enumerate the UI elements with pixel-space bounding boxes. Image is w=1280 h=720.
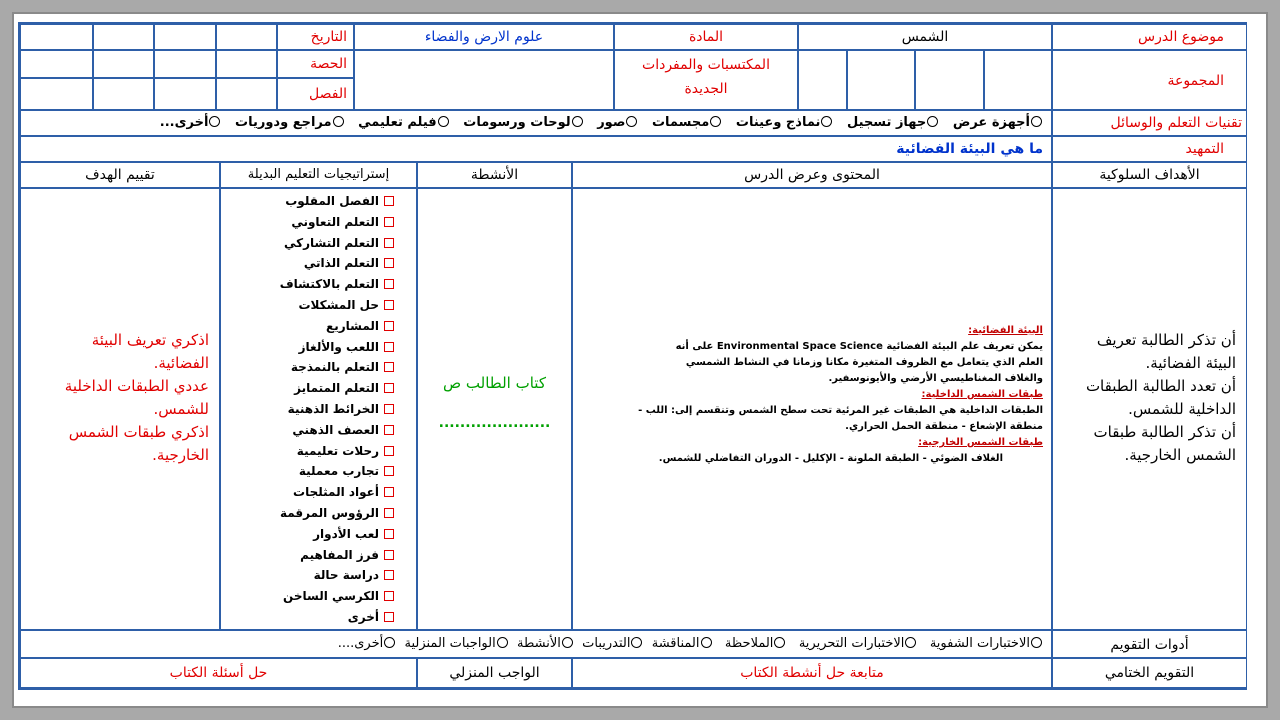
- homework-label-cell: [417, 658, 572, 688]
- intro-value: ما هي البيئة الفضائية: [896, 141, 1043, 157]
- checkbox-icon[interactable]: [384, 362, 394, 372]
- class-label: الفصل: [309, 86, 347, 102]
- evaluation-line: الخارجية.: [152, 446, 209, 464]
- assessment-options: [338, 636, 1043, 652]
- assessment-option[interactable]: الملاحظة: [725, 636, 787, 651]
- objective-line: الداخلية للشمس.: [1128, 400, 1236, 418]
- assessment-label: أدوات التقويم: [1110, 637, 1189, 653]
- date-cell-4[interactable]: [20, 24, 93, 50]
- content-heading: البيئة الفضائية:: [968, 325, 1043, 336]
- tools-label: تقنيات التعلم والوسائل: [1110, 115, 1242, 131]
- content-text: [583, 323, 1043, 467]
- period-cell-1[interactable]: [216, 50, 277, 78]
- homework-label: الواجب المنزلي: [449, 665, 540, 681]
- content-header: [572, 162, 1052, 188]
- tools-option[interactable]: فيلم تعليمي: [358, 115, 450, 130]
- vocab-label-1: المكتسبات والمفردات: [642, 57, 770, 73]
- strategy-item[interactable]: [291, 359, 394, 375]
- evaluation-cell: [20, 188, 220, 630]
- topic-value: الشمس: [901, 29, 949, 45]
- date-label: التاريخ: [310, 29, 347, 45]
- activities-dots: .....................: [438, 415, 551, 431]
- group-label-cell: [1052, 50, 1247, 110]
- lesson-plan-table: [18, 22, 1247, 690]
- strategy-item[interactable]: [284, 235, 394, 251]
- strategy-item[interactable]: [292, 422, 394, 438]
- content-cell: [572, 188, 1052, 630]
- checkbox-icon[interactable]: [384, 217, 394, 227]
- checkbox-icon[interactable]: [384, 466, 394, 476]
- date-label-cell: [277, 24, 354, 50]
- assessment-option[interactable]: الاختبارات الشفوية: [930, 636, 1043, 651]
- class-cell-3[interactable]: [93, 78, 154, 110]
- checkbox-icon[interactable]: [384, 446, 394, 456]
- radio-icon: [774, 637, 785, 648]
- class-cell-2[interactable]: [154, 78, 216, 110]
- final-followup-cell[interactable]: [572, 658, 1052, 688]
- activities-book-page: كتاب الطالب ص: [443, 374, 546, 392]
- strategy-item[interactable]: [304, 255, 394, 271]
- strategy-label: فرز المفاهيم: [300, 547, 379, 562]
- strategy-label: أعواد المثلجات: [293, 485, 379, 500]
- tools-option[interactable]: جهاز تسجيل: [847, 115, 939, 130]
- content-line: الطبقات الداخلية هي الطبقات غير المرئية تحت سطح الشمس وتنقسم إلى: اللب -: [638, 405, 1043, 416]
- strategy-item[interactable]: [283, 588, 394, 604]
- strategies-header-label: إستراتيجيات التعليم البديلة: [247, 167, 390, 182]
- vocab-value-cell[interactable]: [354, 50, 614, 110]
- strategy-label: المشاريع: [326, 318, 379, 333]
- checkbox-icon[interactable]: [384, 550, 394, 560]
- period-label: الحصة: [310, 56, 347, 72]
- strategy-item[interactable]: [294, 380, 394, 396]
- checkbox-icon[interactable]: [384, 425, 394, 435]
- strategy-label: اللعب والألغاز: [298, 339, 379, 354]
- checkbox-icon[interactable]: [384, 570, 394, 580]
- activities-header: [417, 162, 572, 188]
- intro-value-cell[interactable]: [20, 136, 1052, 162]
- tools-option[interactable]: أجهزة عرض: [953, 115, 1043, 130]
- strategy-label: حل المشكلات: [298, 298, 379, 312]
- strategy-label: تجارب معملية: [298, 464, 379, 479]
- checkbox-icon[interactable]: [384, 300, 394, 310]
- subject-label: المادة: [688, 29, 724, 45]
- homework-value: حل أسئلة الكتاب: [169, 665, 268, 681]
- activities-cell: [417, 188, 572, 630]
- content-line: العلم الذي يتعامل مع الظروف المتغيرة مكانا وزمانا في النشاط الشمسي: [685, 357, 1043, 368]
- period-label-cell: [277, 50, 354, 78]
- strategy-item[interactable]: [297, 443, 394, 459]
- objectives-header-label: الأهداف السلوكية: [1099, 167, 1200, 183]
- strategy-label: رحلات تعليمية: [296, 443, 379, 458]
- strategy-item[interactable]: [299, 463, 394, 479]
- topic-value-cell[interactable]: [798, 24, 1052, 50]
- strategies-cell: [220, 188, 417, 630]
- evaluation-line: الفضائية.: [153, 354, 209, 372]
- group-label: المجموعة: [1167, 73, 1224, 89]
- checkbox-icon[interactable]: [384, 258, 394, 268]
- tools-option[interactable]: مراجع ودوريات: [235, 115, 345, 130]
- strategy-item[interactable]: [280, 505, 394, 521]
- radio-icon: [333, 116, 344, 127]
- topic-label-cell: [1052, 24, 1247, 50]
- radio-icon: [438, 116, 449, 127]
- assessment-label-cell: [1052, 630, 1247, 658]
- subject-value: علوم الارض والفضاء: [424, 29, 544, 45]
- strategy-item[interactable]: [348, 609, 394, 625]
- date-cell-2[interactable]: [154, 24, 216, 50]
- radio-icon: [710, 116, 721, 127]
- strategy-label: التعلم الذاتي: [303, 256, 379, 271]
- radio-icon: [821, 116, 832, 127]
- strategy-item[interactable]: [285, 193, 394, 209]
- tools-option[interactable]: لوحات ورسومات: [463, 115, 583, 130]
- evaluation-header-label: تقييم الهدف: [85, 167, 155, 183]
- content-header-label: المحتوى وعرض الدرس: [744, 167, 880, 183]
- subject-label-cell: [614, 24, 798, 50]
- objectives-list: [1086, 329, 1236, 467]
- strategy-item[interactable]: [299, 339, 394, 355]
- final-label: التقويم الختامي: [1104, 665, 1195, 681]
- tools-options: [160, 115, 1043, 131]
- radio-icon: [701, 637, 712, 648]
- content-heading: طبقات الشمس الخارجية:: [918, 437, 1043, 448]
- final-label-cell: [1052, 658, 1247, 688]
- vocab-label-cell: [614, 50, 798, 110]
- final-followup: متابعة حل أنشطة الكتاب: [740, 665, 884, 681]
- tools-label-cell: [1052, 110, 1247, 136]
- objective-line: أن تذكر الطالبة تعريف: [1096, 331, 1236, 349]
- objectives-header: [1052, 162, 1247, 188]
- assessment-option[interactable]: الأنشطة: [517, 636, 574, 651]
- radio-icon: [497, 637, 508, 648]
- objective-line: البيئة الفضائية.: [1145, 354, 1236, 372]
- evaluation-list: [65, 329, 209, 467]
- assessment-option[interactable]: الاختبارات التحريرية: [799, 636, 918, 651]
- evaluation-header: [20, 162, 220, 188]
- strategy-label: الرؤوس المرقمة: [279, 506, 379, 520]
- radio-icon: [905, 637, 916, 648]
- strategy-label: الكرسي الساخن: [283, 589, 379, 604]
- checkbox-icon[interactable]: [384, 529, 394, 539]
- evaluation-line: للشمس.: [153, 400, 209, 418]
- tools-option[interactable]: صور: [597, 115, 638, 130]
- strategy-label: التعلم التعاوني: [291, 214, 379, 229]
- evaluation-line: عددي الطبقات الداخلية: [64, 377, 209, 395]
- subject-value-cell[interactable]: [354, 24, 614, 50]
- period-cell-3[interactable]: [93, 50, 154, 78]
- objective-line: أن تعدد الطالبة الطبقات: [1085, 377, 1236, 395]
- checkbox-icon[interactable]: [384, 404, 394, 414]
- strategy-item[interactable]: [288, 401, 394, 417]
- content-line: يمكن تعريف علم البيئة الفضائية Environmental Space Science على أنه: [675, 341, 1043, 352]
- assessment-options-cell: [20, 630, 1052, 658]
- tools-option[interactable]: نماذج وعينات: [736, 115, 834, 130]
- vocab-label-2: الجديدة: [684, 81, 728, 97]
- intro-label: التمهيد: [1185, 141, 1224, 157]
- content-line: والغلاف المغناطيسي الأرضي والأيونوسفير.: [828, 373, 1043, 384]
- checkbox-icon[interactable]: [384, 383, 394, 393]
- strategy-item[interactable]: [314, 567, 394, 583]
- strategy-item[interactable]: [291, 214, 394, 230]
- strategies-header: [220, 162, 417, 188]
- radio-icon: [631, 637, 642, 648]
- strategy-label: دراسة حالة: [313, 568, 379, 583]
- checkbox-icon[interactable]: [384, 612, 394, 622]
- content-heading: طبقات الشمس الداخلية:: [921, 389, 1043, 400]
- tools-options-cell: [20, 110, 1052, 136]
- content-line: منطقة الإشعاع - منطقة الحمل الحراري.: [845, 421, 1043, 432]
- tools-option[interactable]: أخرى...: [160, 115, 222, 130]
- objectives-cell: [1052, 188, 1247, 630]
- checkbox-icon[interactable]: [384, 321, 394, 331]
- radio-icon: [1031, 116, 1042, 127]
- period-cell-4[interactable]: [20, 50, 93, 78]
- strategy-item[interactable]: [300, 547, 394, 563]
- period-cell-2[interactable]: [154, 50, 216, 78]
- assessment-option[interactable]: المناقشة: [652, 636, 713, 651]
- strategy-label: التعلم بالاكتشاف: [279, 277, 379, 292]
- strategy-item[interactable]: [313, 526, 394, 542]
- tools-option[interactable]: مجسمات: [652, 115, 722, 130]
- checkbox-icon[interactable]: [384, 238, 394, 248]
- strategy-label: العصف الذهني: [292, 422, 379, 437]
- checkbox-icon[interactable]: [384, 196, 394, 206]
- assessment-option[interactable]: التدريبات: [582, 636, 643, 651]
- content-line: الغلاف الضوئي - الطبقة الملونة - الإكليل - الدوران التفاضلي للشمس.: [658, 453, 1003, 464]
- strategy-label: التعلم التشاركي: [283, 235, 379, 250]
- class-cell-4[interactable]: [20, 78, 93, 110]
- radio-icon: [384, 637, 395, 648]
- strategy-item[interactable]: [280, 276, 394, 292]
- date-cell-3[interactable]: [93, 24, 154, 50]
- activities-header-label: الأنشطة: [470, 167, 519, 183]
- strategy-label: التعلم بالنمذجة: [290, 360, 379, 375]
- objective-line: أن تذكر الطالبة طبقات: [1093, 423, 1236, 441]
- homework-value-cell[interactable]: [20, 658, 417, 688]
- checkbox-icon[interactable]: [384, 487, 394, 497]
- assessment-option[interactable]: أخرى....: [338, 636, 397, 651]
- checkbox-icon[interactable]: [384, 279, 394, 289]
- strategy-item[interactable]: [326, 318, 394, 334]
- checkbox-icon[interactable]: [384, 508, 394, 518]
- strategy-label: الخرائط الذهنية: [287, 402, 379, 416]
- group-cell-1[interactable]: [984, 50, 1052, 110]
- radio-icon: [1031, 637, 1042, 648]
- topic-label: موضوع الدرس: [1137, 29, 1224, 45]
- group-cell-2[interactable]: [915, 50, 984, 110]
- assessment-option[interactable]: الواجبات المنزلية: [404, 636, 508, 651]
- group-cell-4[interactable]: [798, 50, 847, 110]
- radio-icon: [626, 116, 637, 127]
- strategy-label: الفصل المقلوب: [285, 194, 379, 208]
- radio-icon: [927, 116, 938, 127]
- strategy-item[interactable]: [298, 297, 394, 313]
- date-cell-1[interactable]: [216, 24, 277, 50]
- radio-icon: [209, 116, 220, 127]
- evaluation-line: اذكري تعريف البيئة: [91, 331, 209, 349]
- strategy-item[interactable]: [293, 484, 394, 500]
- strategy-label: لعب الأدوار: [313, 526, 379, 541]
- strategy-label: أخرى: [347, 610, 379, 624]
- checkbox-icon[interactable]: [384, 591, 394, 601]
- objective-line: الشمس الخارجية.: [1124, 446, 1236, 464]
- evaluation-line: اذكري طبقات الشمس: [68, 423, 209, 441]
- radio-icon: [572, 116, 583, 127]
- intro-label-cell: [1052, 136, 1247, 162]
- group-cell-3[interactable]: [847, 50, 915, 110]
- radio-icon: [562, 637, 573, 648]
- class-cell-1[interactable]: [216, 78, 277, 110]
- class-label-cell: [277, 78, 354, 110]
- checkbox-icon[interactable]: [384, 342, 394, 352]
- strategy-label: التعلم المتمايز: [294, 381, 379, 396]
